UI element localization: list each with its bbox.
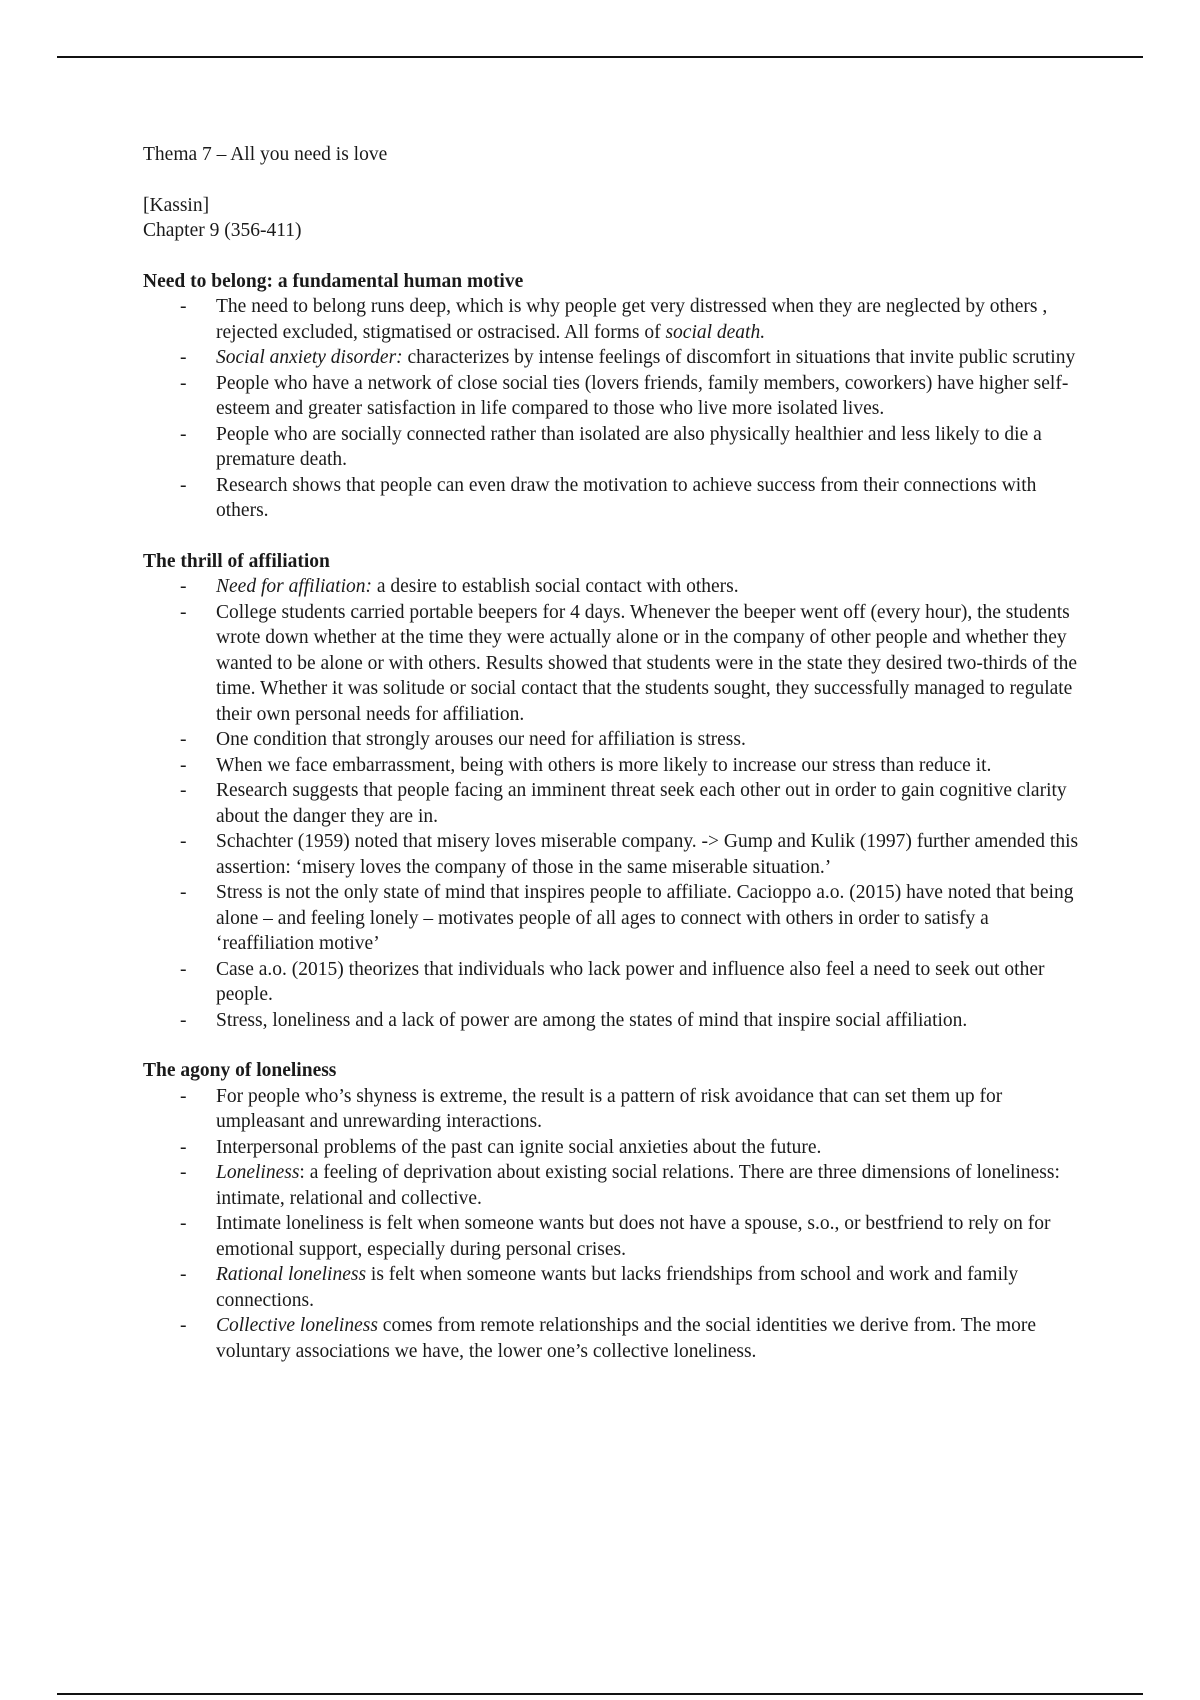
bullet-text: For people who’s shyness is extreme, the result is a pattern of risk avoidance that can set them up for umpleasant and unrewarding interactions. bbox=[216, 1085, 1003, 1132]
bullet-item bbox=[143, 880, 1083, 957]
bullet-dash: - bbox=[180, 474, 187, 496]
sections-container bbox=[143, 269, 1083, 1365]
bullet-dash: - bbox=[180, 729, 187, 750]
emphasized-term: Loneliness bbox=[216, 1162, 300, 1183]
bullet-dash: - bbox=[180, 1315, 187, 1336]
bullet-item bbox=[143, 345, 1083, 371]
bullet-item bbox=[143, 727, 1083, 753]
bullet-text: Intimate loneliness is felt when someone wants but does not have a spouse, s.o., or bestfriend to rely on for emotional support, especially during personal crises. bbox=[216, 1213, 1051, 1260]
bullet-list bbox=[143, 294, 1083, 524]
bullet-dash: - bbox=[180, 882, 187, 903]
bullet-item bbox=[143, 1313, 1083, 1364]
bullet-text: characterizes by intense feelings of discomfort in situations that invite public scrutiny bbox=[402, 347, 1076, 368]
emphasized-term: Need for affiliation: bbox=[216, 576, 372, 597]
bullet-item bbox=[143, 1262, 1083, 1313]
emphasized-term: Collective loneliness bbox=[216, 1315, 378, 1336]
bullet-dash: - bbox=[180, 831, 187, 852]
bullet-item bbox=[143, 753, 1083, 779]
bullet-item bbox=[143, 574, 1083, 600]
top-rule bbox=[57, 56, 1143, 58]
bullet-text: Stress is not the only state of mind that inspires people to affiliate. Cacioppo a.o. (2015) have noted that being alone – and feeling lonely – motivates people of all ages to connect with others in order to satisfy a ‘reaffiliation motive’ bbox=[216, 882, 1074, 954]
bottom-rule bbox=[57, 1693, 1143, 1695]
bullet-item bbox=[143, 473, 1083, 524]
bullet-text: People who have a network of close social ties (lovers friends, family members, coworkers) have higher self-esteem and greater satisfaction in life compared to those who live more isolated lives. bbox=[216, 372, 1069, 419]
bullet-dash: - bbox=[180, 296, 187, 317]
chapter-reference: Chapter 9 (356-411) bbox=[143, 220, 302, 241]
bullet-item bbox=[143, 1160, 1083, 1211]
bullet-list bbox=[143, 1084, 1083, 1365]
bullet-dash: - bbox=[180, 1213, 187, 1234]
bullet-item bbox=[143, 371, 1083, 422]
bullet-item bbox=[143, 1135, 1083, 1161]
bullet-item bbox=[143, 422, 1083, 473]
bullet-dash: - bbox=[180, 958, 187, 980]
bullet-dash: - bbox=[180, 1009, 187, 1031]
bullet-dash: - bbox=[180, 423, 187, 445]
section bbox=[143, 269, 1083, 549]
bullet-item bbox=[143, 294, 1083, 345]
bullet-dash: - bbox=[180, 601, 187, 623]
bullet-text: Research suggests that people facing an imminent threat seek each other out in order to gain cognitive clarity about the danger they are in. bbox=[216, 780, 1067, 827]
emphasized-term: social death. bbox=[665, 321, 766, 343]
bullet-text: One condition that strongly arouses our need for affiliation is stress. bbox=[216, 729, 746, 750]
bullet-dash: - bbox=[180, 780, 187, 801]
bullet-dash: - bbox=[180, 754, 187, 776]
section bbox=[143, 549, 1083, 1059]
bullet-item bbox=[143, 1084, 1083, 1135]
bullet-text: College students carried portable beepers for 4 days. Whenever the beeper went off (every hour), the students wrote down whether at the time they were actually alone or in the company of other people and whether they wanted to be alone or with others. Results showed that students were in the state they desired two-thirds of the time. Whether it was solitude or social contact that the students sought, they successfully managed to regulate their own personal needs for affiliation. bbox=[216, 601, 1078, 725]
bullet-item bbox=[143, 1008, 1083, 1034]
bullet-text: The need to belong runs deep, which is why people get very distressed when they are neglected by others , rejected excluded, stigmatised or ostracised. All forms of bbox=[216, 296, 1048, 343]
bullet-text: Interpersonal problems of the past can ignite social anxieties about the future. bbox=[216, 1136, 822, 1158]
bullet-text: People who are socially connected rather than isolated are also physically healthier and less likely to die a premature death. bbox=[216, 423, 1042, 470]
bullet-dash: - bbox=[180, 1264, 187, 1285]
bullet-text: comes from remote relationships and the social identities we derive from. The more voluntary associations we have, the lower one’s collective loneliness. bbox=[216, 1315, 1037, 1362]
bullet-item bbox=[143, 600, 1083, 728]
bullet-text: a desire to establish social contact with others. bbox=[372, 576, 739, 597]
bullet-item bbox=[143, 957, 1083, 1008]
bullet-text: When we face embarrassment, being with others is more likely to increase our stress than reduce it. bbox=[216, 754, 992, 776]
document-page bbox=[143, 142, 1083, 1364]
bullet-item bbox=[143, 1211, 1083, 1262]
section-heading: The agony of loneliness bbox=[143, 1060, 337, 1081]
bullet-dash: - bbox=[180, 347, 187, 368]
bullet-dash: - bbox=[180, 1162, 187, 1183]
bullet-dash: - bbox=[180, 1085, 187, 1107]
bullet-text: Research shows that people can even draw the motivation to achieve success from their connections with others. bbox=[216, 474, 1037, 521]
bullet-text: Schachter (1959) noted that misery loves miserable company. -> Gump and Kulik (1997) further amended this assertion: ‘misery loves the company of those in the same miserable situation.’ bbox=[216, 831, 1079, 878]
emphasized-term: Rational loneliness bbox=[216, 1264, 367, 1285]
bullet-dash: - bbox=[180, 576, 187, 597]
bullet-list bbox=[143, 574, 1083, 1033]
bullet-text: Case a.o. (2015) theorizes that individuals who lack power and influence also feel a need to seek out other people. bbox=[216, 958, 1045, 1005]
bullet-dash: - bbox=[180, 1136, 187, 1158]
bullet-item bbox=[143, 778, 1083, 829]
section-heading: The thrill of affiliation bbox=[143, 550, 330, 572]
section-heading: Need to belong: a fundamental human motive bbox=[143, 270, 524, 292]
source-reference: [Kassin] bbox=[143, 194, 210, 216]
emphasized-term: Social anxiety disorder: bbox=[216, 347, 403, 368]
bullet-text: is felt when someone wants but lacks friendships from school and work and family connections. bbox=[216, 1264, 1019, 1311]
bullet-text: Stress, loneliness and a lack of power are among the states of mind that inspire social affiliation. bbox=[216, 1009, 968, 1031]
bullet-item bbox=[143, 829, 1083, 880]
document-title: Thema 7 – All you need is love bbox=[143, 144, 388, 165]
bullet-dash: - bbox=[180, 372, 187, 394]
section bbox=[143, 1058, 1083, 1364]
bullet-text: : a feeling of deprivation about existing social relations. There are three dimensions of loneliness: intimate, relational and collective. bbox=[216, 1162, 1060, 1209]
